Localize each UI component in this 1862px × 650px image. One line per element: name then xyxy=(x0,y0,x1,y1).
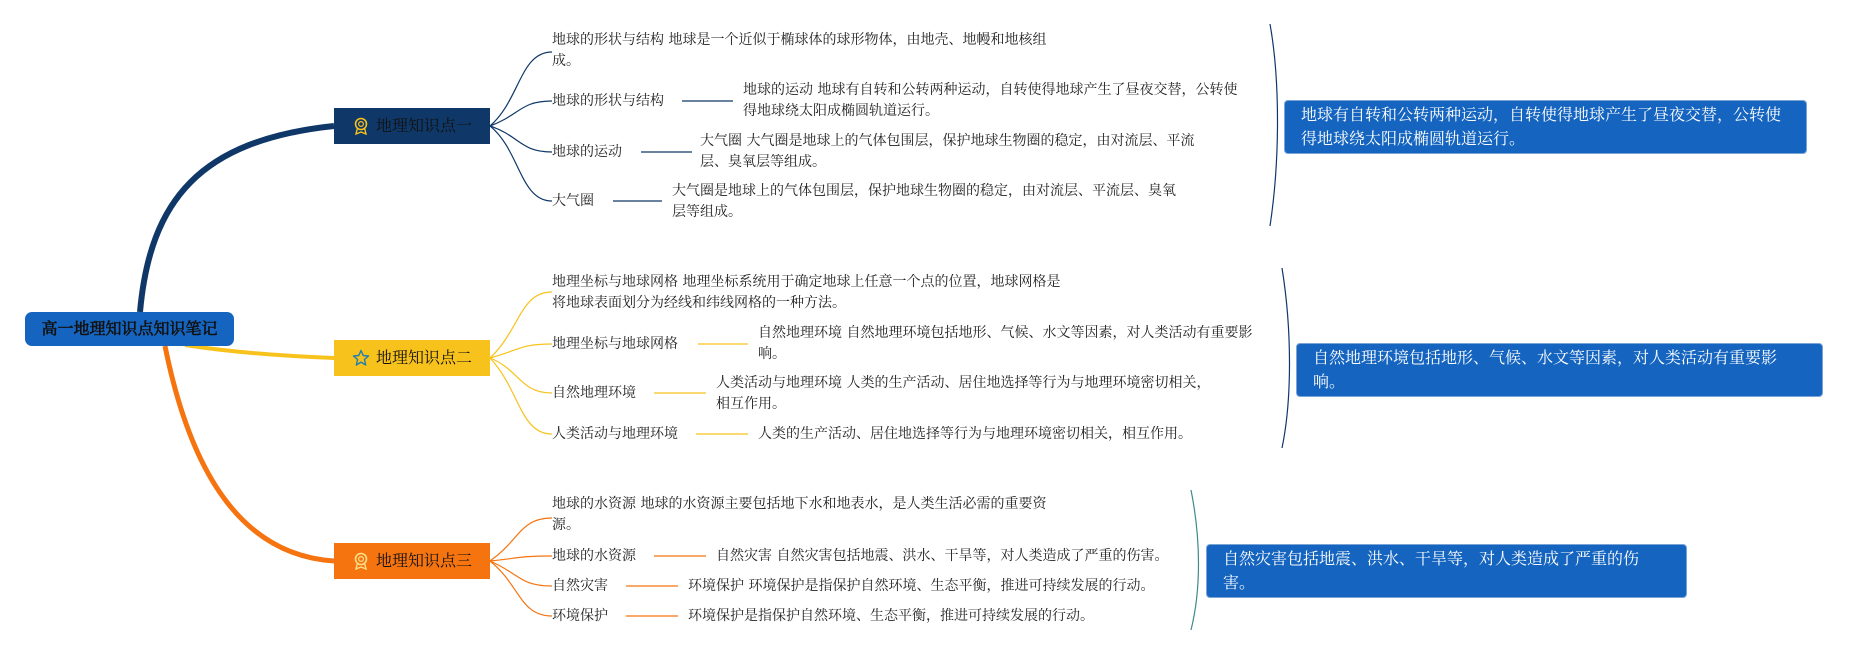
branch-2-item-2: 自然地理环境 xyxy=(552,385,636,401)
branch-3-item-1-detail: 自然灾害 自然灾害包括地震、洪水、干旱等，对人类造成了严重的伤害。 xyxy=(716,548,1169,564)
branch-2-item-1: 地理坐标与地球网格 xyxy=(552,336,678,352)
branch-node-1[interactable] xyxy=(334,108,490,144)
branch-3-item-2: 自然灾害 xyxy=(552,578,608,594)
branch-1-item-1-detail: 地球的运动 地球有自转和公转两种运动，自转使得地球产生了昼夜交替，公转使得地球绕太阳成椭圆轨道运行。 xyxy=(743,82,1238,119)
branch-1-summary: 地球有自转和公转两种运动，自转使得地球产生了昼夜交替，公转使得地球绕太阳成椭圆轨道运行。 xyxy=(1284,100,1807,154)
branch-label: 地理知识点二 xyxy=(375,348,472,367)
award-icon xyxy=(352,117,370,135)
branch-1-item-3-detail: 大气圈是地球上的气体包围层，保护地球生物圈的稳定，由对流层、平流层、臭氧层等组成。 xyxy=(672,183,1176,220)
branch-1-item-2-detail: 大气圈 大气圈是地球上的气体包围层，保护地球生物圈的稳定，由对流层、平流层、臭氧层等组成。 xyxy=(700,133,1195,170)
branch-node-2[interactable] xyxy=(334,340,490,376)
root-node[interactable] xyxy=(25,312,234,346)
root-label: 高一地理知识点知识笔记 xyxy=(41,319,218,338)
branch-3-item-1: 地球的水资源 xyxy=(552,548,636,564)
branch-2-summary: 自然地理环境包括地形、气候、水文等因素，对人类活动有重要影响。 xyxy=(1296,343,1823,397)
branch-1-item-2: 地球的运动 xyxy=(552,144,622,160)
branch-3-main-text: 地球的水资源 地球的水资源主要包括地下水和地表水，是人类生活必需的重要资源。 xyxy=(552,496,1047,533)
branch-3-summary: 自然灾害包括地震、洪水、干旱等，对人类造成了严重的伤害。 xyxy=(1206,544,1687,598)
branch-3-item-3: 环境保护 xyxy=(552,608,608,624)
branch-1-item-3: 大气圈 xyxy=(552,193,594,209)
star-icon xyxy=(352,349,370,367)
branch-3-item-2-detail: 环境保护 环境保护是指保护自然环境、生态平衡，推进可持续发展的行动。 xyxy=(688,578,1155,594)
branch-label: 地理知识点一 xyxy=(375,116,472,135)
branch-2-item-1-detail: 自然地理环境 自然地理环境包括地形、气候、水文等因素，对人类活动有重要影响。 xyxy=(758,325,1253,362)
branch-3-item-3-detail: 环境保护是指保护自然环境、生态平衡，推进可持续发展的行动。 xyxy=(688,608,1094,624)
branch-2-item-2-detail: 人类活动与地理环境 人类的生产活动、居住地选择等行为与地理环境密切相关，相互作用。 xyxy=(716,375,1211,412)
award-icon xyxy=(352,552,370,570)
branch-1-main-text: 地球的形状与结构 地球是一个近似于椭球体的球形物体，由地壳、地幔和地核组成。 xyxy=(552,32,1047,69)
branch-label: 地理知识点三 xyxy=(375,551,472,570)
branch-node-3[interactable] xyxy=(334,543,490,579)
branch-1-item-1: 地球的形状与结构 xyxy=(552,93,664,109)
branch-2-main-text: 地理坐标与地球网格 地理坐标系统用于确定地球上任意一个点的位置，地球网格是将地球表面划分为经线和纬线网格的一种方法。 xyxy=(552,274,1061,311)
branch-2-item-3: 人类活动与地理环境 xyxy=(552,426,678,442)
branch-2-item-3-detail: 人类的生产活动、居住地选择等行为与地理环境密切相关，相互作用。 xyxy=(758,426,1192,442)
